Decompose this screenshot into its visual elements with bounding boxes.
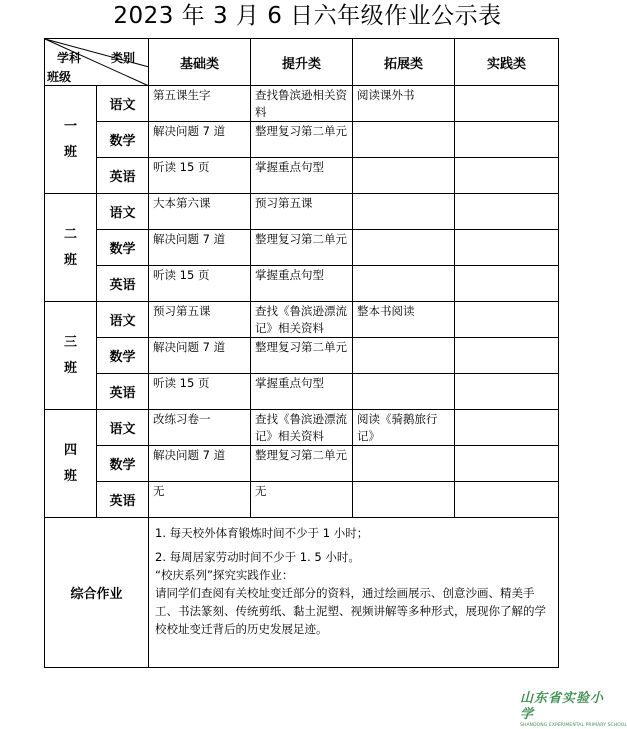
extended-cell: 阅读《骑鹅旅行记》 [353,410,455,446]
corner-category-label: 类别 [111,51,136,65]
advanced-cell: 查找《鲁滨逊漂流记》相关资料 [251,302,353,338]
table-row [45,338,559,374]
advanced-cell: 查找鲁滨逊相关资料 [251,86,353,122]
column-header-basic: 基础类 [149,39,251,86]
header-row [45,39,559,86]
header-corner-cell [45,39,149,86]
summary-row [45,518,559,668]
class-name-line1: 一 [63,118,77,134]
table-row [45,86,559,122]
subject-cell: 数学 [97,230,149,266]
practice-cell [455,338,559,374]
practice-cell [455,410,559,446]
basic-cell: 改练习卷一 [149,410,251,446]
extended-cell [353,266,455,302]
basic-cell: 解决问题 7 道 [149,446,251,482]
table-row [45,446,559,482]
extended-cell [353,158,455,194]
practice-cell [455,230,559,266]
subject-cell: 英语 [97,266,149,302]
table-row [45,374,559,410]
practice-cell [455,302,559,338]
practice-cell [455,446,559,482]
summary-label: 综合作业 [45,518,149,668]
table-row [45,122,559,158]
extended-cell: 整本书阅读 [353,302,455,338]
class-name-line2: 班 [63,360,77,376]
table-row [45,410,559,446]
watermark-chinese-name: 山东省实验小学 [520,691,605,722]
column-header-practice: 实践类 [455,39,559,86]
summary-line-4: 请同学们查阅有关校址变迁部分的资料，通过绘画展示、创意沙画、精美手工、书法篆刻、传统剪纸、黏土泥塑、视频讲解等多种形式，展现你了解的学校校址变迁背后的历史发展足迹。 [155,586,546,636]
table-row [45,482,559,518]
column-header-advanced: 提升类 [251,39,353,86]
corner-subject-label: 学科 [57,51,82,65]
basic-cell: 听读 15 页 [149,266,251,302]
basic-cell: 解决问题 7 道 [149,122,251,158]
extended-cell [353,122,455,158]
subject-cell: 数学 [97,338,149,374]
corner-class-label: 班级 [47,70,72,84]
extended-cell [353,338,455,374]
class-name-line2: 班 [63,252,77,268]
class-name-line2: 班 [63,144,77,160]
page-title: 2023 年 3 月 6 日六年级作业公示表 [113,3,502,29]
class-name-cell [45,86,97,194]
column-header-extended: 拓展类 [353,39,455,86]
advanced-cell: 整理复习第二单元 [251,446,353,482]
practice-cell [455,194,559,230]
table-row [45,230,559,266]
advanced-cell: 掌握重点句型 [251,266,353,302]
class-name-line2: 班 [63,468,77,484]
advanced-cell: 预习第五课 [251,194,353,230]
extended-cell [353,446,455,482]
practice-cell [455,158,559,194]
advanced-cell: 整理复习第二单元 [251,122,353,158]
class-name-cell [45,302,97,410]
subject-cell: 语文 [97,410,149,446]
advanced-cell: 掌握重点句型 [251,158,353,194]
class-name-line1: 四 [63,442,77,458]
class-name-cell [45,410,97,518]
subject-cell: 语文 [97,194,149,230]
advanced-cell: 整理复习第二单元 [251,338,353,374]
advanced-cell: 整理复习第二单元 [251,230,353,266]
advanced-cell: 查找《鲁滨逊漂流记》相关资料 [251,410,353,446]
subject-cell: 语文 [97,86,149,122]
homework-table [44,38,559,668]
basic-cell: 大本第六课 [149,194,251,230]
extended-cell: 阅读课外书 [353,86,455,122]
extended-cell [353,194,455,230]
practice-cell [455,86,559,122]
extended-cell [353,374,455,410]
extended-cell [353,482,455,518]
basic-cell: 第五课生字 [149,86,251,122]
extended-cell [353,230,455,266]
basic-cell: 无 [149,482,251,518]
basic-cell: 预习第五课 [149,302,251,338]
subject-cell: 语文 [97,302,149,338]
class-name-line1: 三 [63,334,77,350]
summary-line-2: 2. 每周居家劳动时间不少于 1. 5 小时。 [155,550,360,564]
table-row [45,266,559,302]
basic-cell: 听读 15 页 [149,158,251,194]
summary-content [149,518,559,668]
basic-cell: 解决问题 7 道 [149,230,251,266]
table-row [45,302,559,338]
subject-cell: 数学 [97,446,149,482]
basic-cell: 解决问题 7 道 [149,338,251,374]
subject-cell: 英语 [97,482,149,518]
watermark-english-name: SHANDONG EXPERIMENTAL PRIMARY SCHOOL [520,723,627,728]
table-row [45,158,559,194]
table-row [45,194,559,230]
practice-cell [455,374,559,410]
practice-cell [455,122,559,158]
advanced-cell: 掌握重点句型 [251,374,353,410]
school-watermark-logo [520,691,627,728]
practice-cell [455,266,559,302]
subject-cell: 英语 [97,374,149,410]
practice-cell [455,482,559,518]
advanced-cell: 无 [251,482,353,518]
summary-line-3: “校庆系列”探究实践作业： [155,568,294,582]
summary-line-1: 1. 每天校外体育锻炼时间不少于 1 小时； [155,526,369,540]
class-name-line1: 二 [63,226,77,242]
basic-cell: 听读 15 页 [149,374,251,410]
subject-cell: 数学 [97,122,149,158]
subject-cell: 英语 [97,158,149,194]
class-name-cell [45,194,97,302]
